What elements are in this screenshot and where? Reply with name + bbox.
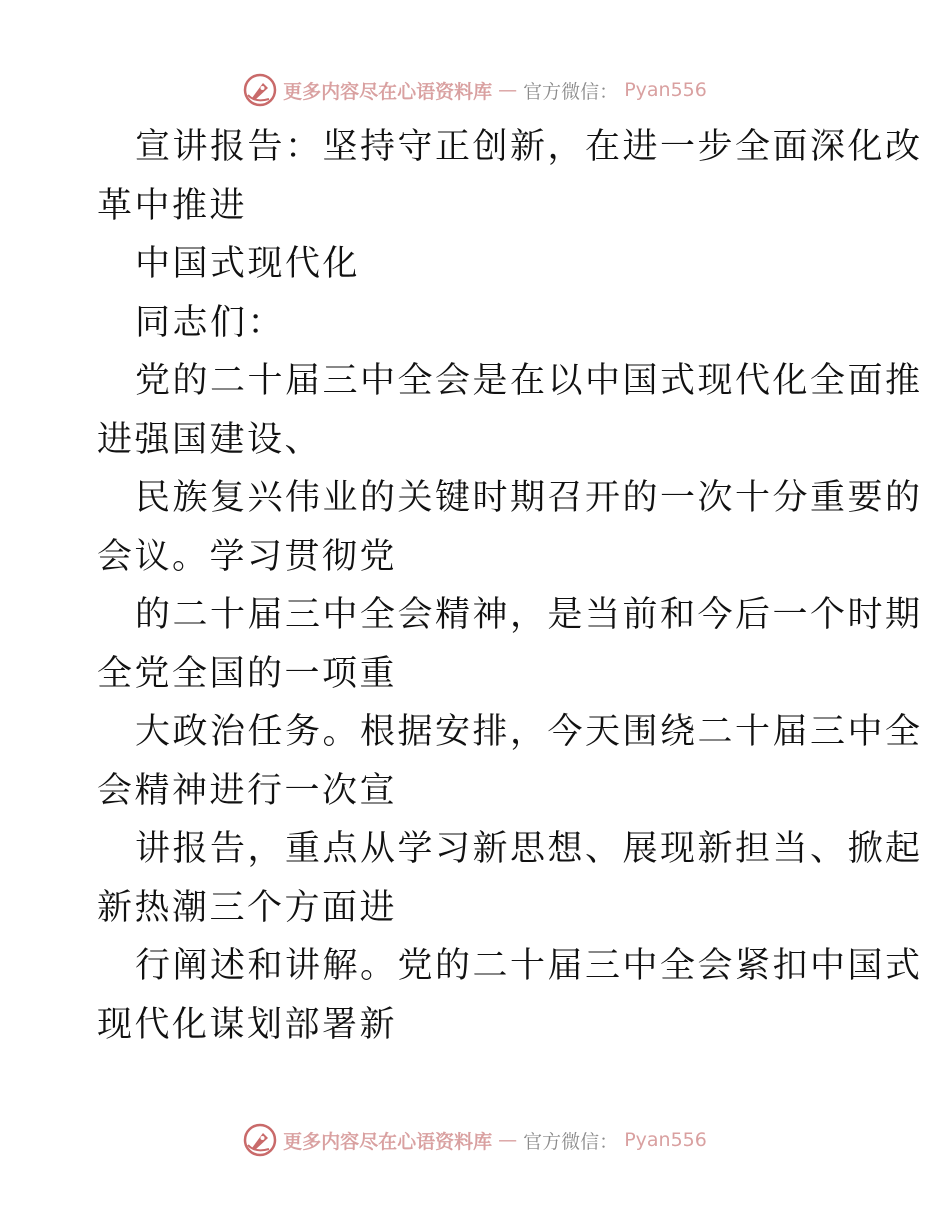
paragraph-line: 的二十届三中全会精神，是当前和今后一个时期 <box>135 595 923 635</box>
header-watermark <box>0 70 950 110</box>
paragraph-line: 新热潮三个方面进 <box>97 887 398 928</box>
watermark-label: 官方微信： <box>523 1130 619 1153</box>
paragraph-line: 行阐述和讲解。党的二十届三中全会紧扣中国式 <box>135 946 923 986</box>
paragraph-line: 全党全国的一项重 <box>97 653 398 694</box>
title-line-2: 革中推进 <box>97 185 248 226</box>
watermark-dash: — <box>498 79 518 101</box>
paragraph-line: 现代化谋划部署新 <box>97 1004 398 1045</box>
paragraph-line: 党的二十届三中全会是在以中国式现代化全面推 <box>135 361 923 401</box>
paragraph-line: 进强国建设、 <box>97 419 323 460</box>
footer-watermark <box>0 1120 950 1160</box>
document-body <box>97 118 923 1054</box>
title-line-1: 宣讲报告：坚持守正创新，在进一步全面深化改 <box>135 127 923 167</box>
watermark-brand: 更多内容尽在心语资料库 <box>283 1130 493 1153</box>
pen-nib-logo-icon <box>243 1123 277 1157</box>
pen-nib-logo-icon <box>243 73 277 107</box>
watermark-label: 官方微信： <box>523 80 619 103</box>
paragraph-line: 会议。学习贯彻党 <box>97 536 398 577</box>
paragraph-line: 大政治任务。根据安排，今天围绕二十届三中全 <box>135 712 923 752</box>
title-line-3: 中国式现代化 <box>135 244 361 284</box>
watermark-dash: — <box>498 1129 518 1151</box>
paragraph-line: 会精神进行一次宣 <box>97 770 398 811</box>
watermark-wechat-id: Pyan556 <box>624 79 707 101</box>
paragraph-line: 民族复兴伟业的关键时期召开的一次十分重要的 <box>135 478 923 518</box>
watermark-wechat-id: Pyan556 <box>624 1129 707 1151</box>
watermark-brand: 更多内容尽在心语资料库 <box>283 80 493 103</box>
paragraph-line: 讲报告，重点从学习新思想、展现新担当、掀起 <box>135 829 923 869</box>
salutation: 同志们： <box>135 302 286 343</box>
